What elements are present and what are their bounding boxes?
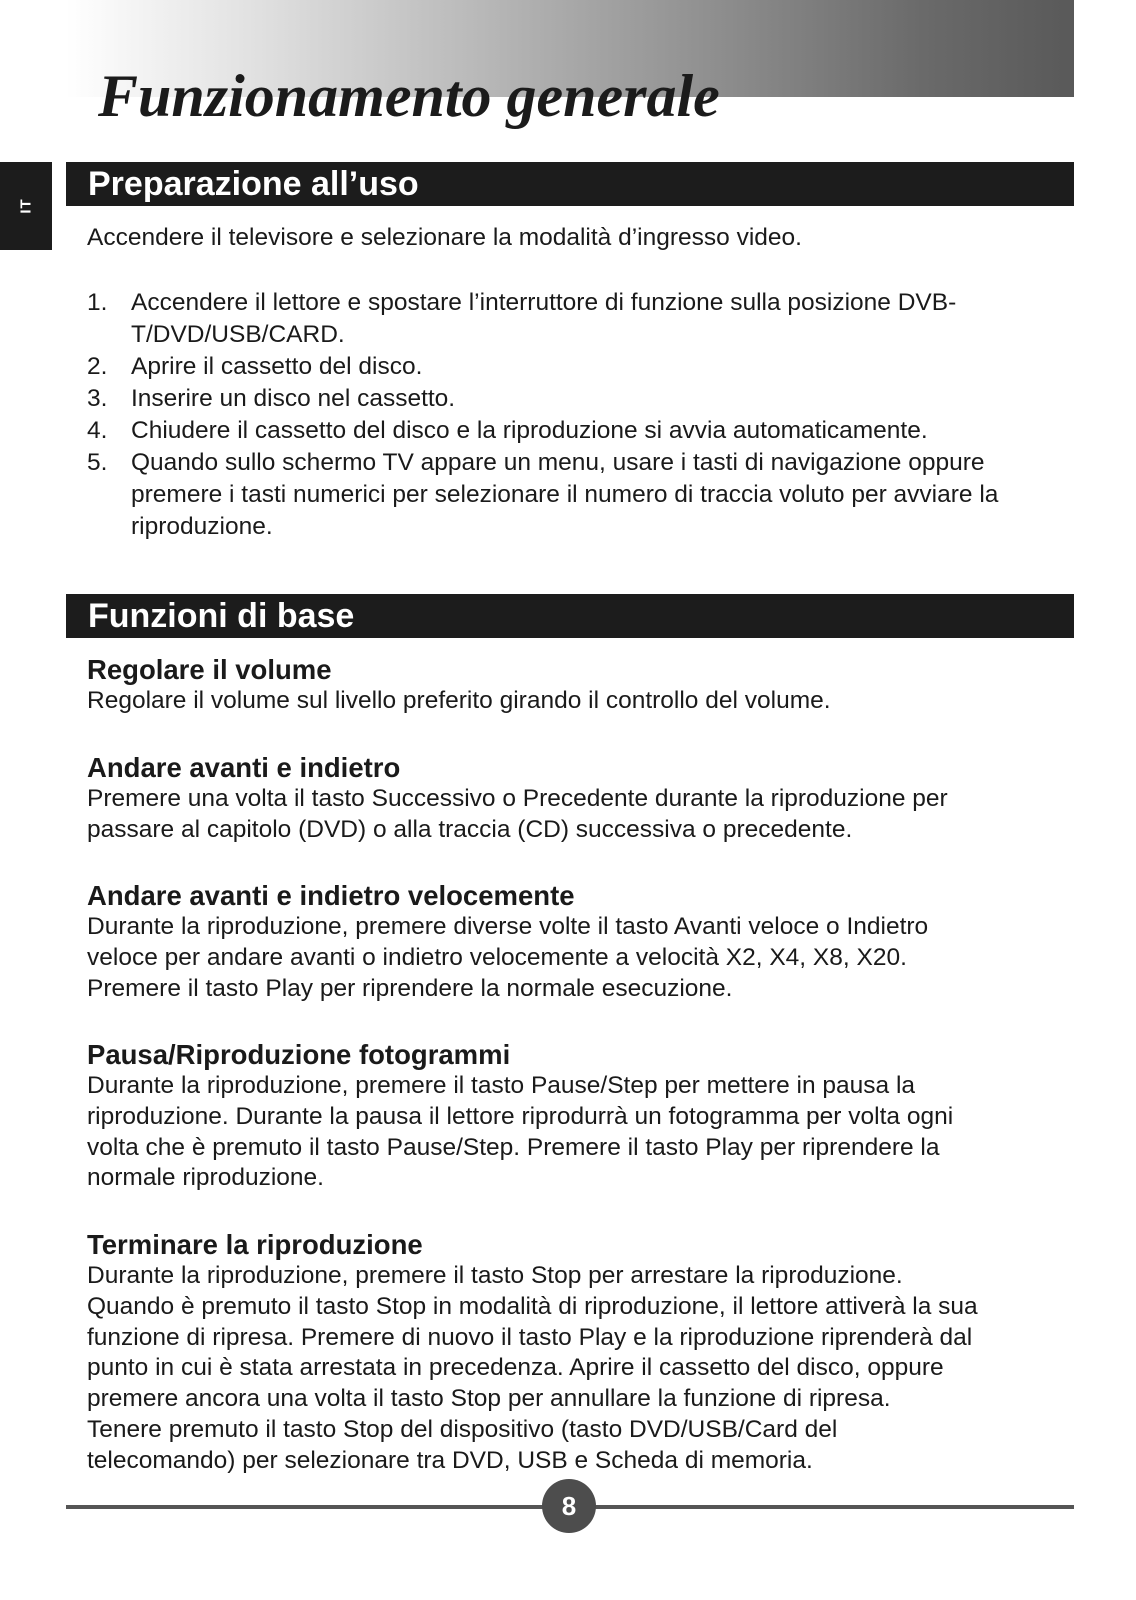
step-number: 3.	[87, 385, 108, 412]
body-line: telecomando) per selezionare tra DVD, USB e Scheda di memoria.	[87, 1446, 813, 1474]
body-line: Durante la riproduzione, premere il tasto Stop per arrestare la riproduzione.	[87, 1262, 903, 1289]
body-line: Premere il tasto Play per riprendere la normale esecuzione.	[87, 974, 733, 1002]
list-item	[87, 383, 1077, 415]
subsection-fast-forward-rewind	[87, 880, 1077, 1004]
subsection-stop	[87, 1229, 1077, 1477]
body-line: Durante la riproduzione, premere il tasto Pause/Step per mettere in pausa la	[87, 1072, 916, 1099]
preparation-intro: Accendere il televisore e selezionare la modalità d’ingresso video.	[87, 224, 802, 251]
body-line: passare al capitolo (DVD) o alla traccia (CD) successiva o precedente.	[87, 815, 853, 843]
step-number: 2.	[87, 353, 108, 380]
step-text: Chiudere il cassetto del disco e la riproduzione si avvia automaticamente.	[131, 417, 928, 444]
body-line: normale riproduzione.	[87, 1164, 324, 1192]
subsection-skip	[87, 752, 1077, 846]
subsection-body	[87, 784, 1077, 846]
section-bar-preparation	[66, 162, 1074, 206]
body-line: funzione di ripresa. Premere di nuovo il tasto Play e la riproduzione riprenderà dal	[87, 1323, 973, 1351]
section-heading-basic-functions: Funzioni di base	[88, 597, 355, 635]
body-line: Regolare il volume sul livello preferito girando il controllo del volume.	[87, 687, 831, 714]
body-line: punto in cui è stata arrestata in precedenza. Aprire il cassetto del disco, oppure	[87, 1354, 944, 1382]
page-title: Funzionamento generale	[98, 63, 720, 129]
body-line: Quando è premuto il tasto Stop in modalità di riproduzione, il lettore attiverà la sua	[87, 1292, 978, 1320]
subsection-body	[87, 912, 1077, 1004]
body-line: riproduzione. Durante la pausa il lettore riprodurrà un fotogramma per volta ogni	[87, 1102, 954, 1130]
body-line: volta che è premuto il tasto Pause/Step. Premere il tasto Play per riprendere la	[87, 1133, 940, 1161]
subsection-title: Andare avanti e indietro	[87, 752, 401, 783]
list-item	[87, 415, 1077, 447]
subsection-volume	[87, 654, 1077, 717]
list-item	[87, 351, 1077, 383]
subsection-body	[87, 1071, 1077, 1194]
step-text: Accendere il lettore e spostare l’interruttore di funzione sulla posizione DVB-T/DVD/USB/CARD.	[131, 289, 957, 348]
section-heading-preparation: Preparazione all’uso	[88, 165, 419, 203]
step-number: 5.	[87, 449, 108, 476]
step-text: Inserire un disco nel cassetto.	[131, 385, 456, 412]
preparation-steps-list	[87, 287, 1077, 543]
language-tab-label: IT	[17, 198, 35, 214]
step-number: 4.	[87, 417, 108, 444]
language-tab	[0, 162, 52, 250]
subsection-title: Pausa/Riproduzione fotogrammi	[87, 1039, 511, 1070]
subsection-title: Terminare la riproduzione	[87, 1229, 423, 1260]
subsection-pause-step	[87, 1039, 1077, 1194]
step-text: Aprire il cassetto del disco.	[131, 353, 423, 380]
list-item	[87, 447, 1077, 543]
body-line: premere ancora una volta il tasto Stop per annullare la funzione di ripresa.	[87, 1385, 891, 1413]
step-text: Quando sullo schermo TV appare un menu, usare i tasti di navigazione oppure premere i tasti numerici per selezionare il numero di traccia voluto per avviare la riproduzione.	[131, 449, 999, 540]
subsection-title: Andare avanti e indietro velocemente	[87, 880, 575, 911]
step-number: 1.	[87, 289, 108, 316]
page-number-badge: 8	[542, 1479, 596, 1533]
body-line: Premere una volta il tasto Successivo o Precedente durante la riproduzione per	[87, 785, 948, 812]
subsection-body	[87, 686, 1077, 717]
subsection-title: Regolare il volume	[87, 654, 332, 685]
list-item	[87, 287, 1077, 351]
body-line: veloce per andare avanti o indietro velocemente a velocità X2, X4, X8, X20.	[87, 943, 907, 971]
section-bar-basic-functions	[66, 594, 1074, 638]
body-line: Tenere premuto il tasto Stop del dispositivo (tasto DVD/USB/Card del	[87, 1415, 838, 1443]
subsection-body	[87, 1261, 1077, 1477]
body-line: Durante la riproduzione, premere diverse volte il tasto Avanti veloce o Indietro	[87, 913, 929, 940]
